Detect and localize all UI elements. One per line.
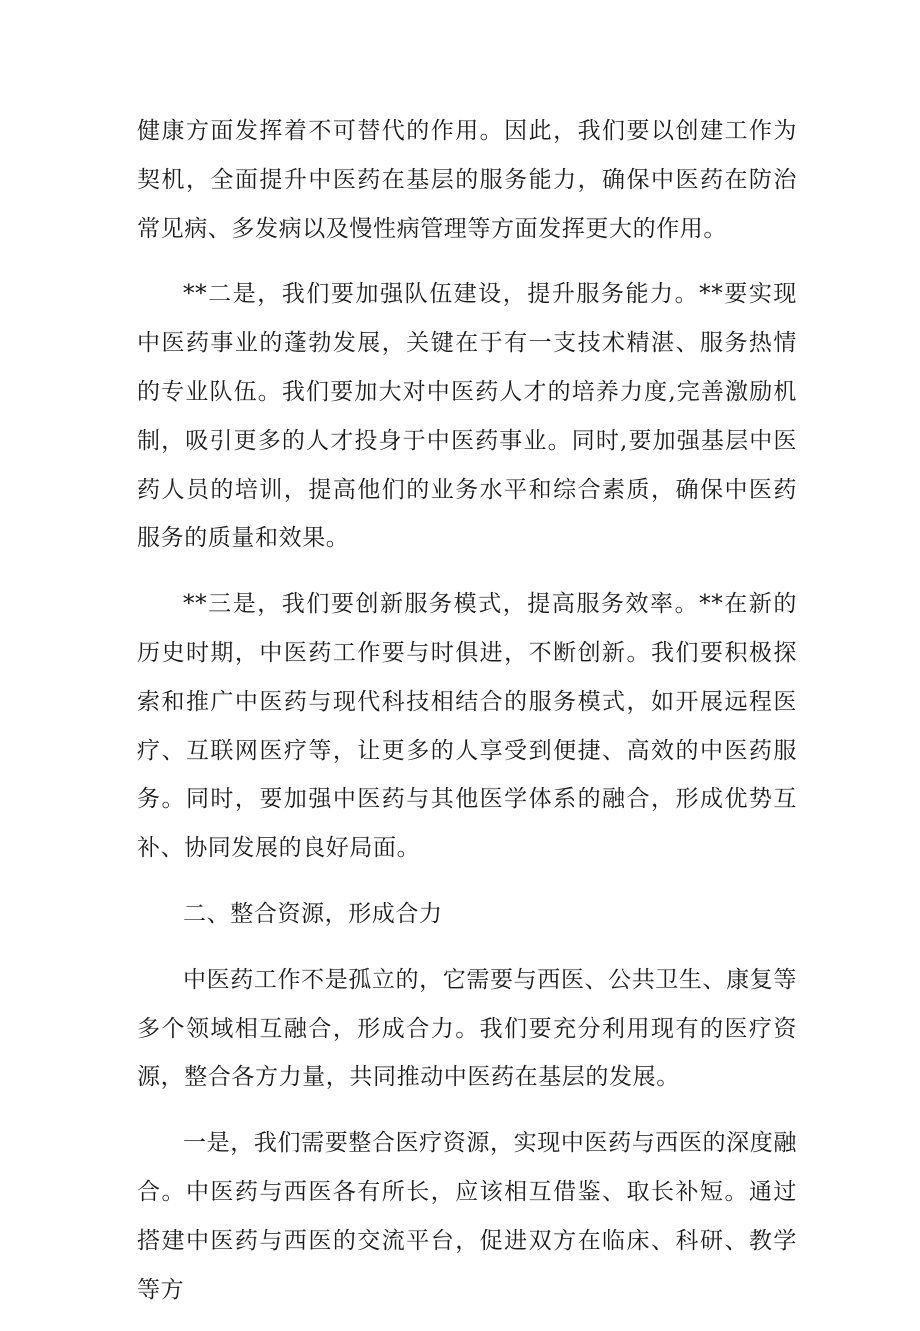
paragraph-point-three: **三是，我们要创新服务模式，提高服务效率。**在新的历史时期，中医药工作要与时俱进，不断创新。我们要积极探索和推广中医药与现代科技相结合的服务模式，如开展远程医疗、互联网医疗等，让更多的人享受到便捷、高效的中医药服务。同时，要加强中医药与其他医学体系的融合，形成优势互补、协同发展的良好局面。 <box>137 591 797 862</box>
section-heading: 二、整合资源，形成合力 <box>183 900 443 927</box>
paragraph-section-intro: 中医药工作不是孤立的，它需要与西医、公共卫生、康复等多个领域相互融合，形成合力。我们要充分利用现有的医疗资源，整合各方力量，共同推动中医药在基层的发展。 <box>137 966 797 1091</box>
paragraph-point-two: **二是，我们要加强队伍建设，提升服务能力。**要实现中医药事业的蓬勃发展，关键在于有一支技术精湛、服务热情的专业队伍。我们要加大对中医药人才的培养力度,完善激励机制，吸引更多的人才投身于中医药事业。同时,要加强基层中医药人员的培训，提高他们的业务水平和综合素质，确保中医药服务的质量和效果。 <box>137 281 797 552</box>
paragraph-point-one: 一是，我们需要整合医疗资源，实现中医药与西医的深度融合。中医药与西医各有所长，应该相互借鉴、取长补短。通过搭建中医药与西医的交流平台，促进双方在临床、科研、教学等方 <box>137 1130 797 1303</box>
document-body <box>137 107 797 1331</box>
paragraph-continuation: 健康方面发挥着不可替代的作用。因此，我们要以创建工作为契机，全面提升中医药在基层的服务能力，确保中医药在防治常见病、多发病以及慢性病管理等方面发挥更大的作用。 <box>137 118 797 242</box>
